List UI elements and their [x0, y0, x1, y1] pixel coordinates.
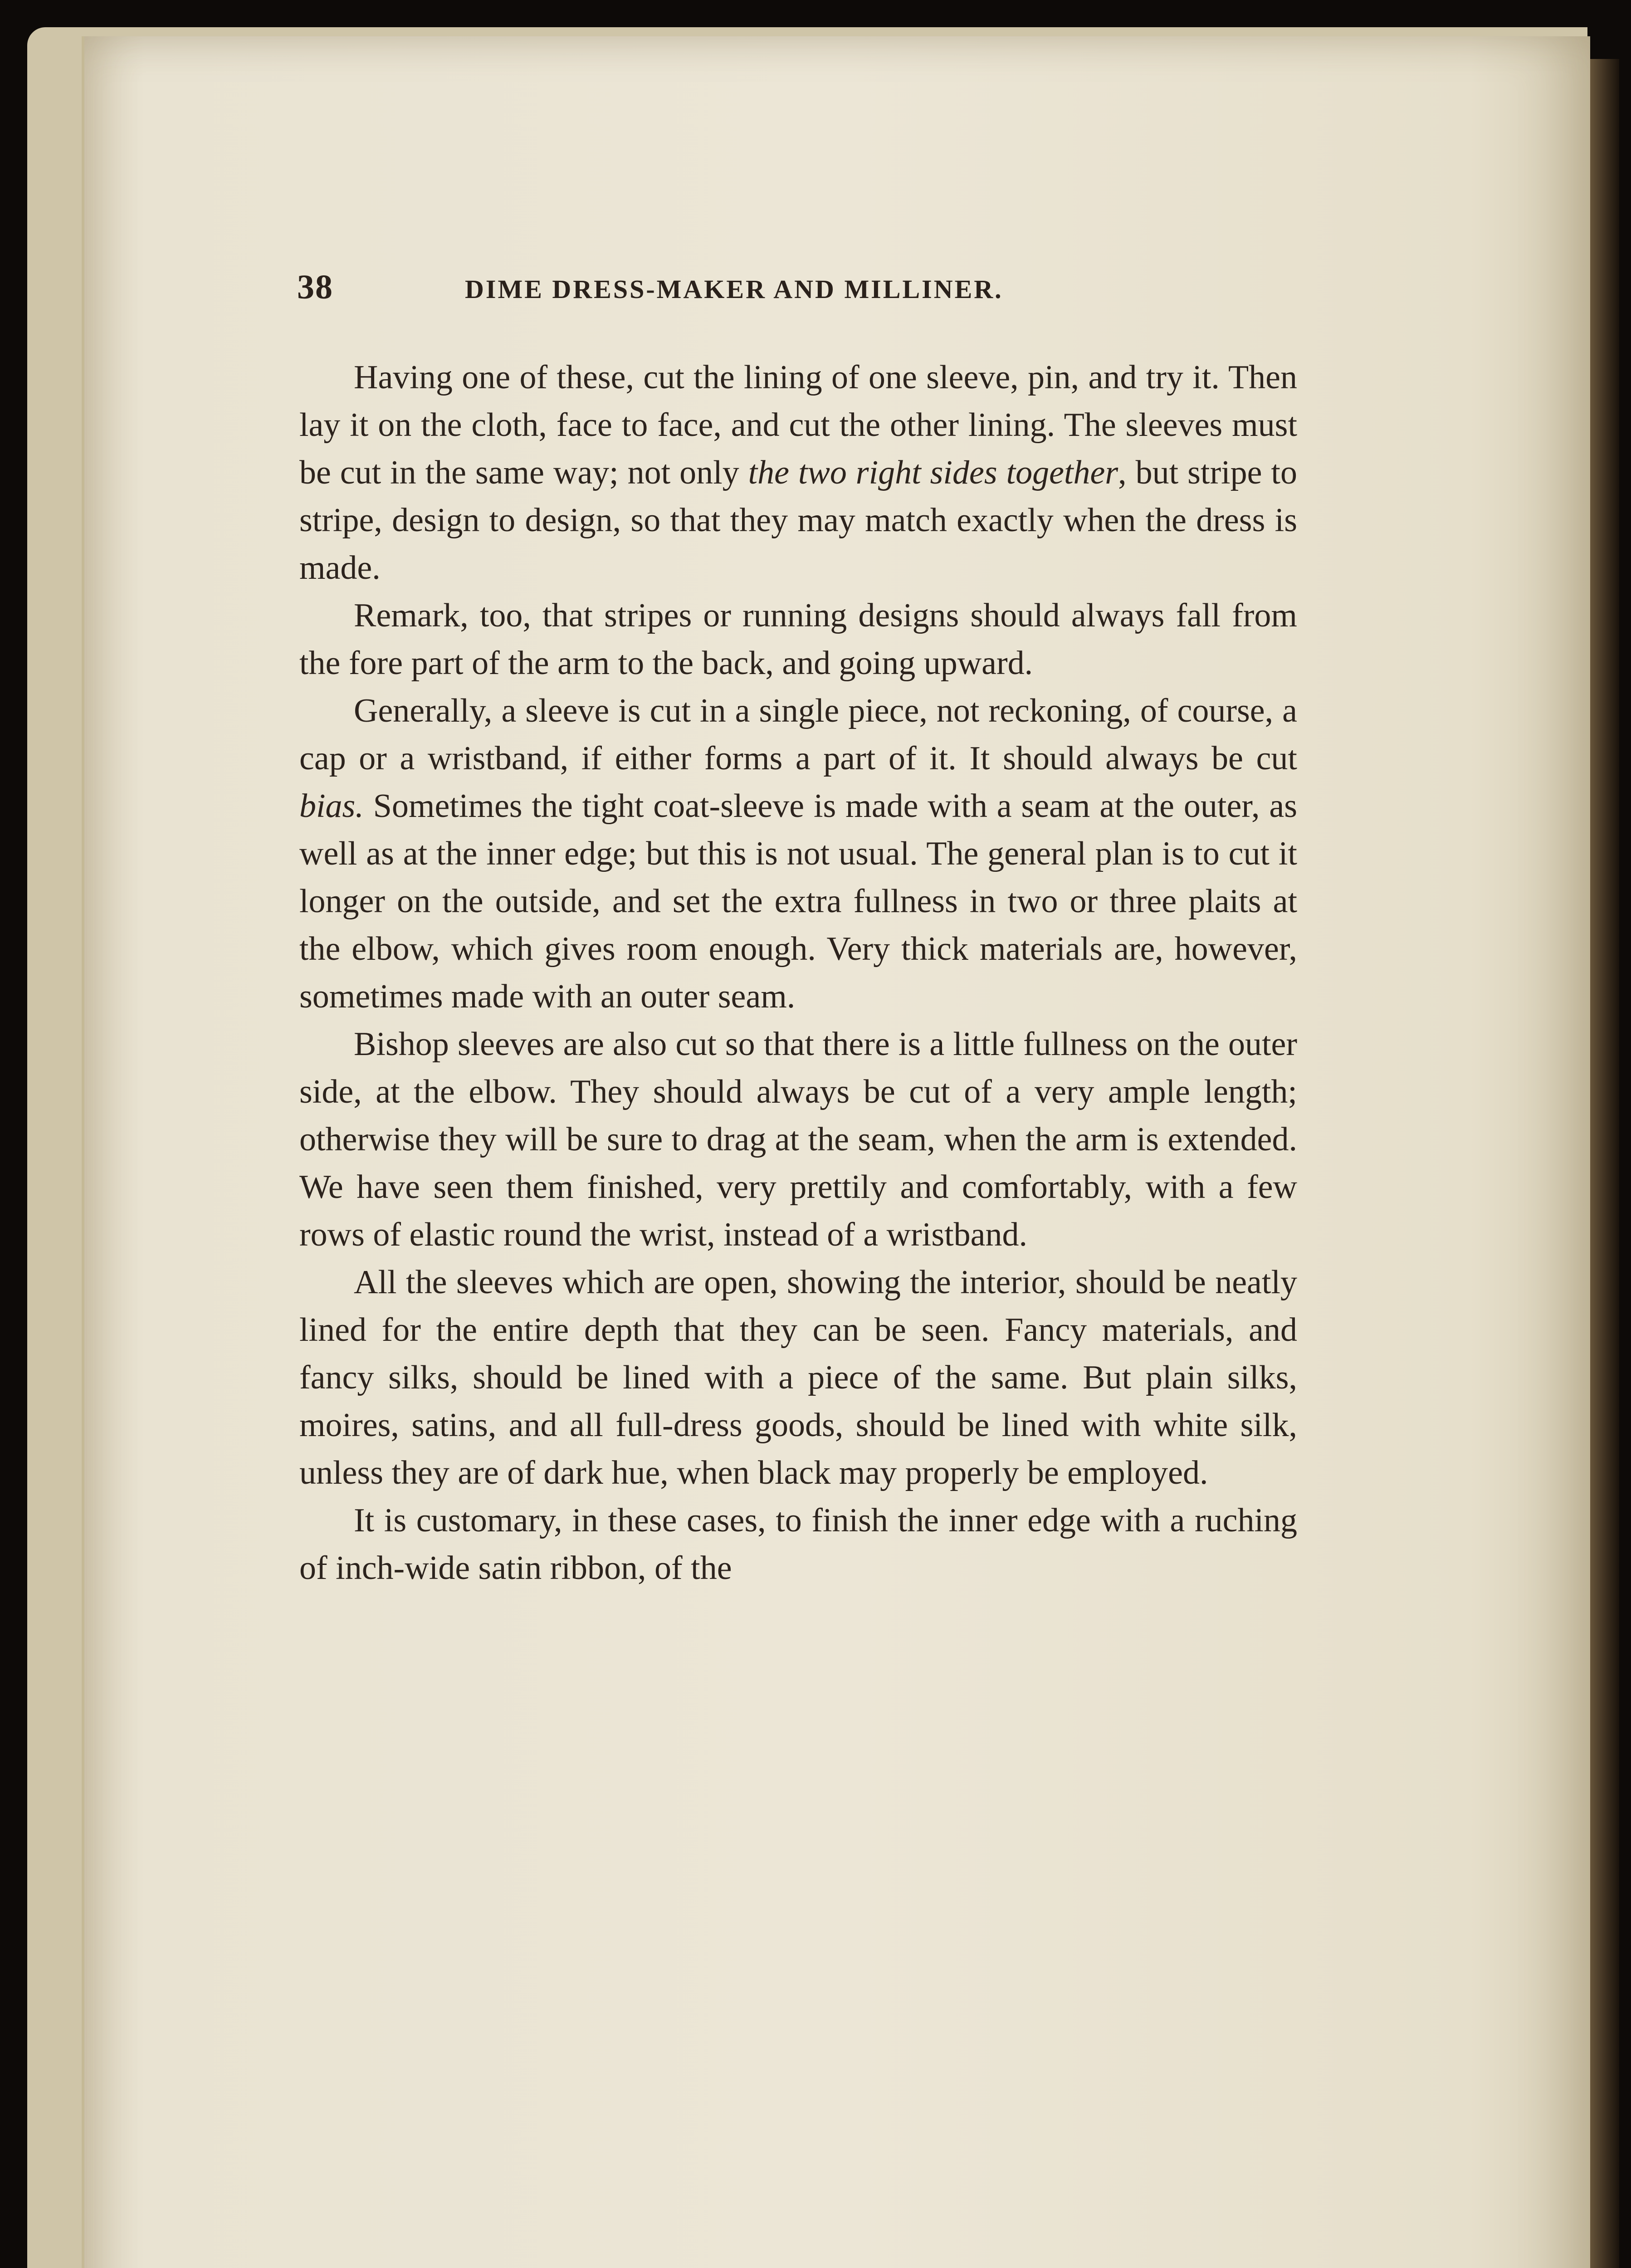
paragraph-3-text-a: Generally, a sleeve is cut in a single piece, not reckoning, of course, a cap or a wristband, if either forms a part of it. It should always be cut	[299, 692, 1297, 777]
running-title: DIME DRESS-MAKER AND MILLINER.	[465, 274, 1003, 304]
paragraph-5: All the sleeves which are open, showing the interior, should be neatly lined for the entire depth that they can be seen. Fancy materials, and fancy silks, should be lined with a piece of the same. But plain silks, moires, satins, and all full-dress goods, should be lined with white silk, unless they are of dark hue, when black may properly be employed.	[299, 1264, 1297, 1491]
page-number: 38	[297, 268, 333, 306]
paragraph-1-text-b: , but stripe to stripe, design to design, so that they may match exactly when the dress is made.	[299, 454, 1297, 587]
paragraph-1	[299, 354, 1297, 592]
paragraph-2: Remark, too, that stripes or running designs should always fall from the fore part of the arm to the back, and going upward.	[299, 597, 1297, 682]
paragraph-1-text-a: Having one of these, cut the lining of one sleeve, pin, and try it. Then lay it on the cloth, face to face, and cut the other lining. The sleeves must be cut in the same way; not only	[299, 359, 1297, 491]
running-head	[297, 268, 1295, 308]
body-text	[299, 354, 1297, 1592]
paragraph-3-italic: bias.	[299, 787, 364, 825]
book-edge	[1587, 59, 1619, 2268]
paragraph-3	[299, 687, 1297, 1021]
paragraph-6: It is customary, in these cases, to finish the inner edge with a ruching of inch-wide satin ribbon, of the	[299, 1502, 1297, 1587]
paragraph-3-text-b: Sometimes the tight coat-sleeve is made with a seam at the outer, as well as at the inner edge; but this is not usual. The general plan is to cut it longer on the outside, and set the extra fullness in two or three plaits at the elbow, which gives room enough. Very thick materials are, however, sometimes made with an outer seam.	[299, 787, 1297, 1015]
paragraph-4: Bishop sleeves are also cut so that there is a little fullness on the outer side, at the elbow. They should always be cut of a very ample length; otherwise they will be sure to drag at the seam, when the arm is extended. We have seen them finished, very prettily and comfortably, with a few rows of elastic round the wrist, instead of a wristband.	[299, 1026, 1297, 1253]
paragraph-1-italic: the two right sides together	[748, 454, 1118, 491]
